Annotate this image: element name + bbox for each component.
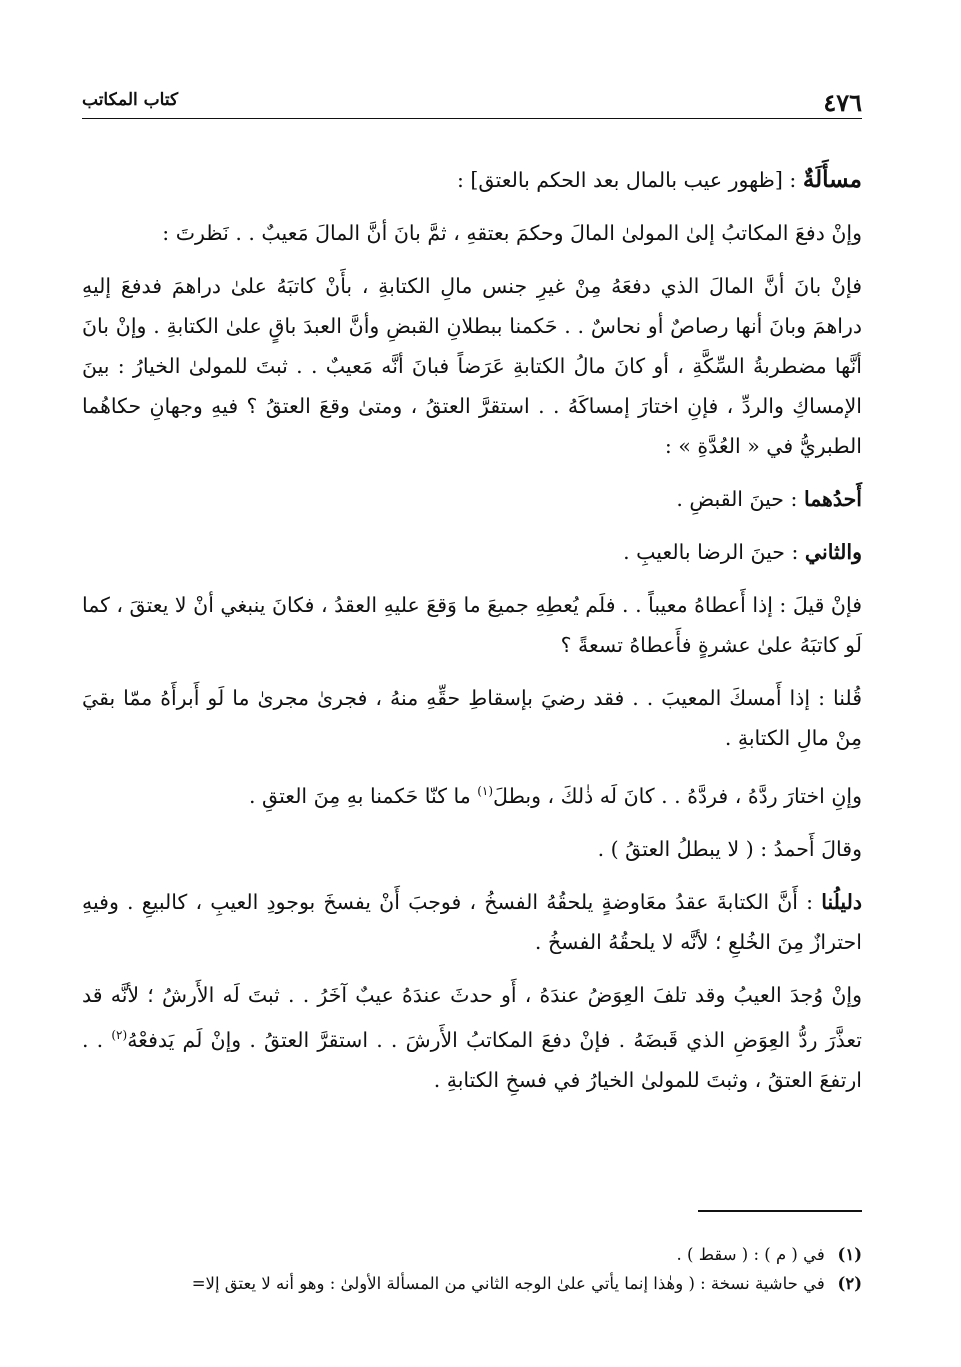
footnote-ref-1[interactable]: (١) xyxy=(477,784,494,798)
footnote-1 xyxy=(82,1240,862,1269)
evidence-paragraph xyxy=(82,882,862,962)
footnotes xyxy=(82,1240,862,1298)
first-opinion xyxy=(82,479,862,519)
page-number: ٤٧٦ xyxy=(823,88,862,117)
footnote-divider xyxy=(698,1210,862,1212)
evidence-label: دليلُنا xyxy=(821,889,862,914)
footnote-text: في حاشية نسخة : ( وهٰذا إنما يأتي علىٰ الوجه الثاني من المسألة الأولىٰ : وهو أنه لا يعتق إلا= xyxy=(191,1274,825,1293)
footnote-2 xyxy=(82,1269,862,1298)
last-text-b: . . ارتفعَ العتقُ ، وثبتَ للمولىٰ الخيارُ في فسخِ الكتابةِ . xyxy=(82,1027,862,1092)
paragraph-1: وإنْ دفعَ المكاتبُ إلىٰ المولىٰ المالَ وحكمَ بعتقهِ ، ثمَّ بانَ أنَّ المالَ مَعيبٌ . . نَظرتَ : xyxy=(162,221,862,245)
first-opinion-label: أَحدُهما xyxy=(803,487,862,511)
rejection-text-a: وإنِ اختارَ ردَّهُ ، فردَّهُ . . كانَ لَه ذٰلكَ ، وبطلَ xyxy=(493,783,862,808)
first-opinion-text: : حينَ القبضِ . xyxy=(676,487,798,511)
second-opinion-text: : حينَ الرضا بالعيبِ . xyxy=(623,540,799,564)
rejection-paragraph xyxy=(82,771,862,816)
answer-paragraph: قُلنا : إذا أَمسكَ المعيبَ . . فقد رضيَ بإسقاطِ حقِّهِ منهُ ، فجرىٰ مجرىٰ ما لَو أَبرأَهُ ممّا بقيَ مِنْ مالِ الكتابةِ . xyxy=(82,686,862,750)
ahmad-paragraph: وقالَ أَحمدُ : ( لا يبطلُ العتقُ ) . xyxy=(597,836,862,861)
masala-title: : [ظهور عيب بالمال بعد الحكم بالعتق] : xyxy=(457,168,797,192)
last-paragraph xyxy=(82,975,862,1100)
rejection-text-b: ما كنّا حَكمنا بهِ مِنَ العتقِ . xyxy=(248,783,478,808)
footnote-ref-2[interactable]: (٢) xyxy=(111,1027,128,1042)
evidence-text: : أَنَّ الكتابةَ عقدُ معَاوضةٍ يلحقُهُ الفسخُ ، فوجبَ أَنْ يفسخَ بوجودِ العيبِ ، كالبيعِ . وفيهِ احترازٌ مِنَ الخُلعِ ؛ لأنَّه لا يلحقُهُ الفسخُ . xyxy=(82,889,862,954)
paragraph-2: فإنْ بانَ أنَّ المالَ الذي دفعَهُ مِنْ غيرِ جنس مالِ الكتابةِ ، بأَنْ كاتبَهُ علىٰ دراهمَ فدفعَ إليهِ دراهمَ وبانَ أنها رصاصٌ أو نحاسٌ . . حَكمنا ببطلانِ القبضِ وأنَّ العبدَ باقٍ علىٰ الكتابةِ . وإنْ بانَ أنَّها مضطربةُ السِّكَّةِ ، أو كانَ مالُ الكتابةِ عَرَضاً فبانَ أنَّه مَعيبٌ . . ثبتَ للمولىٰ الخيارُ : بينَ الإمساكِ والردِّ ، فإنِ اختارَ إمساكَهُ . . استقرَّ العتقُ ، ومتىٰ وقعَ العتقُ ؟ فيهِ وجهانِ حكاهُما الطبريُّ في « العُدَّةِ » : xyxy=(82,274,862,458)
last-text-a: وإنْ وُجدَ العيبُ وقد تلفَ العِوَضُ عندَهُ ، أَو حدثَ عندَهُ عيبٌ آخَرُ . . ثبتَ لَه الأَرشُ ؛ لأنَّه قد تعذَّرَ ردُّ العِوَضِ الذي قَبضَهُ . فإنْ دفعَ المكاتبُ الأَرشَ . . استقرَّ العتقُ . وإنْ لَم يَدفعْهُ xyxy=(82,982,862,1052)
masala-heading xyxy=(82,160,862,200)
footnote-mark: (١) xyxy=(837,1245,862,1264)
objection-paragraph: فإنْ قيلَ : إذا أَعطاهُ معيباً . . فلَم يُعطِهِ جميعَ ما وَقعَ عليهِ العقدُ ، فكانَ ينبغي أنْ لا يعتقَ ، كما لَو كاتبَهُ علىٰ عشرةٍ فأَعطاهُ تسعةً ؟ xyxy=(82,593,862,657)
book-page xyxy=(82,0,862,1367)
main-text xyxy=(82,160,862,1113)
running-header xyxy=(82,86,862,119)
second-opinion-label: والثاني xyxy=(804,540,862,564)
footnote-text: في ( م ) : ( سقط ) . xyxy=(676,1245,825,1264)
running-title: كتاب المكاتب xyxy=(82,90,179,110)
footnote-mark: (٢) xyxy=(837,1274,862,1293)
masala-label: مسأَلَةٌ xyxy=(802,166,862,193)
second-opinion xyxy=(82,532,862,572)
